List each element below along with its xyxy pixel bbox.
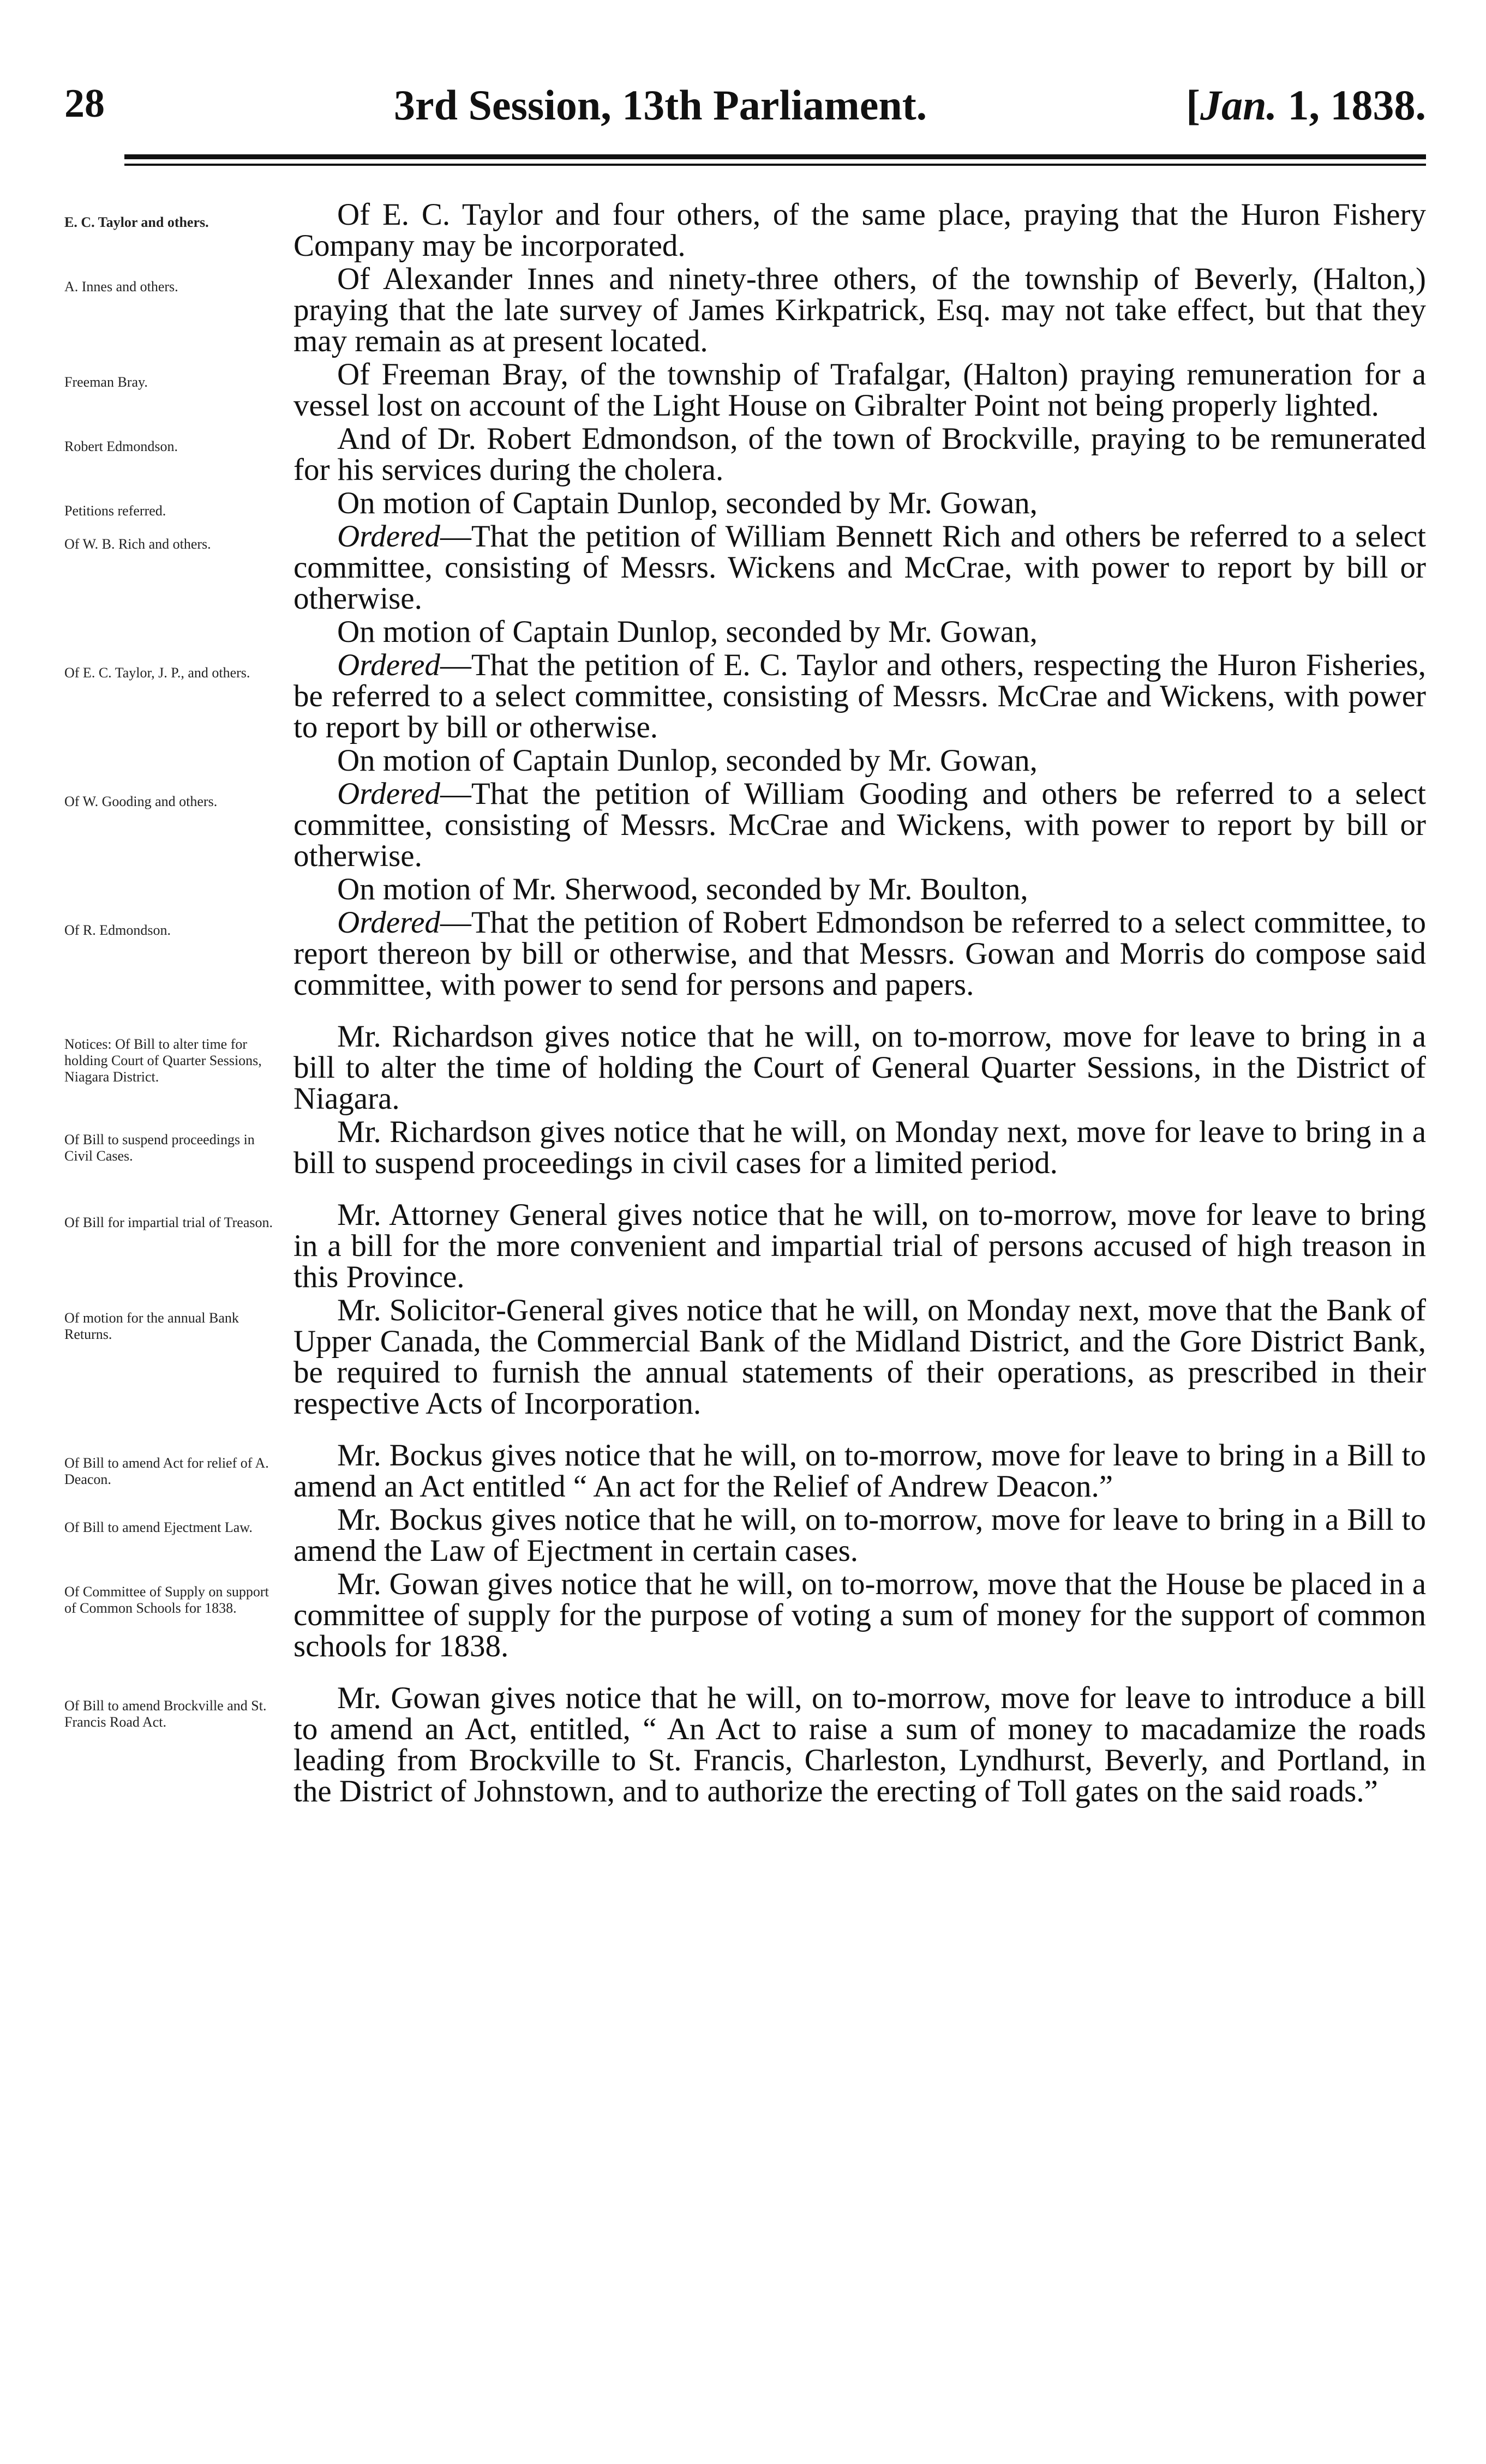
- entry-text: On motion of Mr. Sherwood, seconded by Mr. Boulton,: [337, 872, 1028, 906]
- section-gap: [64, 1664, 1426, 1682]
- margin-note: Robert Edmondson.: [64, 438, 178, 454]
- date-rest: 1, 1838.: [1277, 81, 1426, 129]
- journal-body: [64, 199, 1426, 1809]
- entry-notice-richardson-2: [64, 1116, 1426, 1179]
- entry-notice-bockus-2: [64, 1504, 1426, 1566]
- entry-text: Mr. Richardson gives notice that he will, on to-morrow, move for leave to bring in a bill to alter the time of holding the Court of General Quarter Sessions, in the District of Niagara.: [293, 1019, 1426, 1116]
- entry-text: And of Dr. Robert Edmondson, of the town of Brockville, praying to be remunerated for his services during the cholera.: [293, 422, 1426, 487]
- margin-note: Notices: Of Bill to alter time for holding Court of Quarter Sessions, Niagara District.: [64, 1036, 262, 1085]
- entry-text: [293, 778, 1426, 872]
- margin-note: Of Committee of Supply on support of Common Schools for 1838.: [64, 1584, 269, 1616]
- ordered-label: Ordered: [337, 777, 440, 811]
- entry-text: [293, 650, 1426, 743]
- margin-note: A. Innes and others.: [64, 279, 178, 295]
- entry-innes-petition: [64, 263, 1426, 357]
- margin-note: Petitions referred.: [64, 503, 166, 519]
- date-month: Jan.: [1200, 81, 1277, 129]
- entry-text: Mr. Richardson gives notice that he will, on Monday next, move for leave to bring in a bill to suspend proceedings in civil cases for a limited period.: [293, 1115, 1426, 1180]
- margin-note: Of Bill to amend Brockville and St. Francis Road Act.: [64, 1698, 267, 1730]
- entry-motion-1: [64, 488, 1426, 519]
- margin-note: E. C. Taylor and others.: [64, 214, 209, 230]
- page-number: 28: [64, 81, 105, 126]
- entry-text: Of E. C. Taylor and four others, of the same place, praying that the Huron Fishery Company may be incorporated.: [293, 197, 1426, 263]
- margin-note: Of W. B. Rich and others.: [64, 536, 211, 552]
- entry-order-taylor: [64, 650, 1426, 743]
- margin-note: Of Bill to amend Act for relief of A. Deacon.: [64, 1455, 269, 1487]
- entry-text: Of Alexander Innes and ninety-three others, of the township of Beverly, (Halton,) praying that the late survey of James Kirkpatrick, Esq. may not take effect, but that they may remain as at present located.: [293, 262, 1426, 358]
- entry-text: On motion of Captain Dunlop, seconded by Mr. Gowan,: [337, 486, 1038, 520]
- section-gap: [64, 1421, 1426, 1440]
- entry-text: [293, 907, 1426, 1000]
- entry-notice-attorney-general: [64, 1199, 1426, 1293]
- entry-text: On motion of Captain Dunlop, seconded by Mr. Gowan,: [337, 743, 1038, 778]
- ordered-label: Ordered: [337, 905, 440, 940]
- entry-notice-richardson-1: [64, 1021, 1426, 1114]
- margin-note: Of E. C. Taylor, J. P., and others.: [64, 665, 250, 681]
- section-gap: [64, 1002, 1426, 1021]
- entry-text: Of Freeman Bray, of the township of Trafalgar, (Halton) praying remuneration for a vessel lost on account of the Light House on Gibralter Point not being properly lighted.: [293, 357, 1426, 423]
- entry-motion-3: [64, 745, 1426, 776]
- order-text: —That the petition of E. C. Taylor and others, respecting the Huron Fisheries, be referred to a select committee, consisting of Messrs. McCrae and Wickens, with power to report by bill or otherwise.: [293, 648, 1426, 744]
- running-title: 3rd Session, 13th Parliament.: [394, 81, 927, 129]
- entry-text: Mr. Solicitor-General gives notice that he will, on Monday next, move that the Bank of Upper Canada, the Commercial Bank of the Midland District, and the Gore District Bank, be required to furnish the annual statements of their operations, as prescribed in their respective Acts of Incorporation.: [293, 1293, 1426, 1421]
- margin-note: Of W. Gooding and others.: [64, 794, 218, 809]
- entry-motion-4: [64, 874, 1426, 905]
- entry-edmondson-petition: [64, 423, 1426, 485]
- page-date: [1186, 81, 1426, 130]
- margin-note: Of R. Edmondson.: [64, 922, 171, 938]
- margin-note: Freeman Bray.: [64, 374, 148, 390]
- order-text: —That the petition of Robert Edmondson be referred to a select committee, to report thereon by bill or otherwise, and that Messrs. Gowan and Morris do compose said committee, with power to send for persons and papers.: [293, 905, 1426, 1002]
- entry-text: On motion of Captain Dunlop, seconded by Mr. Gowan,: [337, 615, 1038, 649]
- entry-text: [293, 521, 1426, 614]
- order-text: —That the petition of William Bennett Rich and others be referred to a select committee, consisting of Messrs. Wickens and McCrae, with power to report by bill or otherwise.: [293, 519, 1426, 616]
- page-header: [64, 81, 1426, 146]
- header-rule-thick: [124, 154, 1426, 159]
- section-gap: [64, 1181, 1426, 1199]
- entry-bray-petition: [64, 359, 1426, 421]
- entry-taylor-petition: [64, 199, 1426, 261]
- entry-text: Mr. Gowan gives notice that he will, on to-morrow, move that the House be placed in a committee of supply for the purpose of voting a sum of money for the support of common schools for 1838.: [293, 1567, 1426, 1663]
- entry-order-gooding: [64, 778, 1426, 872]
- date-bracket: [: [1186, 81, 1201, 129]
- entry-order-rich: [64, 521, 1426, 614]
- entry-order-edmondson: [64, 907, 1426, 1000]
- margin-note: Of Bill to amend Ejectment Law.: [64, 1519, 253, 1535]
- entry-text: Mr. Bockus gives notice that he will, on to-morrow, move for leave to bring in a Bill to amend the Law of Ejectment in certain cases.: [293, 1503, 1426, 1568]
- entry-notice-gowan-1: [64, 1568, 1426, 1662]
- margin-note: Of motion for the annual Bank Returns.: [64, 1310, 239, 1342]
- entry-notice-gowan-2: [64, 1682, 1426, 1807]
- header-rule-thin: [124, 164, 1426, 166]
- order-text: —That the petition of William Gooding and others be referred to a select committee, consisting of Messrs. McCrae and Wickens, with power to report by bill or otherwise.: [293, 777, 1426, 873]
- ordered-label: Ordered: [337, 519, 440, 554]
- entry-notice-bockus-1: [64, 1440, 1426, 1502]
- margin-note: Of Bill for impartial trial of Treason.: [64, 1215, 273, 1230]
- entry-notice-solicitor-general: [64, 1295, 1426, 1419]
- entry-text: Mr. Gowan gives notice that he will, on to-morrow, move for leave to introduce a bill to amend an Act, entitled, “ An Act to raise a sum of money to macadamize the roads leading from Brockville to St. Francis, Charleston, Lyndhurst, Beverly, and Portland, in the District of Johnstown, and to authorize the erecting of Toll gates on the said roads.”: [293, 1681, 1426, 1808]
- margin-note: Of Bill to suspend proceedings in Civil Cases.: [64, 1132, 255, 1164]
- entry-text: Mr. Bockus gives notice that he will, on to-morrow, move for leave to bring in a Bill to amend an Act entitled “ An act for the Relief of Andrew Deacon.”: [293, 1438, 1426, 1504]
- entry-text: Mr. Attorney General gives notice that he will, on to-morrow, move for leave to bring in a bill for the more convenient and impartial trial of persons accused of high treason in this Province.: [293, 1198, 1426, 1294]
- entry-motion-2: [64, 616, 1426, 647]
- ordered-label: Ordered: [337, 648, 440, 682]
